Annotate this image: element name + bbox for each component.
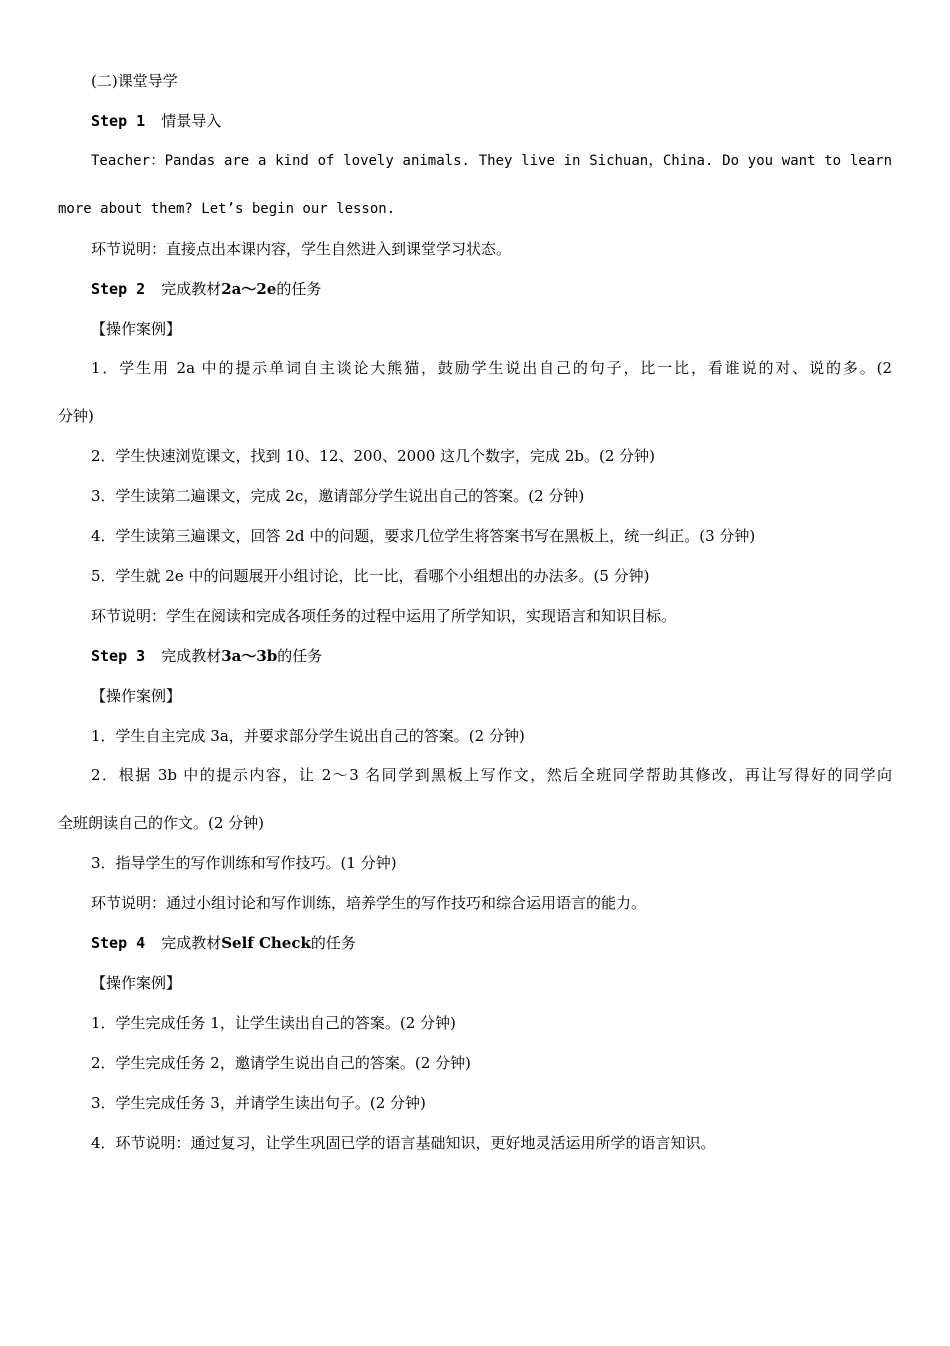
step1-title: 情景导入: [161, 112, 222, 130]
step4-item3: 3．学生完成任务 3，并请学生读出句子。(2 分钟): [91, 1094, 426, 1112]
step2-item1-line1: 1．学生用 2a 中的提示单词自主谈论大熊猫，鼓励学生说出自己的句子，比一比，看谁说的对、说的多。(2: [91, 359, 892, 377]
step2-heading: [91, 279, 321, 299]
step3-title-range: 3a～3b: [221, 647, 278, 665]
step3-title-suffix: 的任务: [277, 647, 323, 665]
step4-label: Step 4: [91, 934, 146, 952]
step2-item5: 5．学生就 2e 中的问题展开小组讨论，比一比，看哪个小组想出的办法多。(5 分钟): [91, 567, 650, 585]
section-title: (二)课堂导学: [91, 72, 178, 90]
step2-item4: 4．学生读第三遍课文，回答 2d 中的问题，要求几位学生将答案书写在黑板上，统一纠正。(3 分钟): [91, 527, 756, 545]
step1-teacher-line2: more about them? Let’s begin our lesson.: [58, 201, 396, 217]
step2-title-range: 2a～2e: [221, 280, 277, 298]
step3-title-prefix: 完成教材: [161, 647, 222, 665]
step2-label: Step 2: [91, 280, 146, 298]
step4-item4: 4．环节说明：通过复习，让学生巩固已学的语言基础知识，更好地灵活运用所学的语言知识。: [91, 1134, 716, 1152]
step3-note: 环节说明：通过小组讨论和写作训练，培养学生的写作技巧和综合运用语言的能力。: [91, 894, 647, 912]
step3-label: Step 3: [91, 647, 146, 665]
step2-note: 环节说明：学生在阅读和完成各项任务的过程中运用了所学知识，实现语言和知识目标。: [91, 607, 677, 625]
step3-item3: 3．指导学生的写作训练和写作技巧。(1 分钟): [91, 854, 397, 872]
step3-heading: [91, 646, 322, 666]
step4-heading: [91, 933, 356, 953]
step2-title-suffix: 的任务: [276, 280, 322, 298]
step2-item3: 3．学生读第二遍课文，完成 2c，邀请部分学生说出自己的答案。(2 分钟): [91, 487, 585, 505]
step1-heading: [91, 111, 221, 131]
step1-label: Step 1: [91, 112, 146, 130]
step2-item1-line2: 分钟): [58, 407, 94, 425]
step4-item2: 2．学生完成任务 2，邀请学生说出自己的答案。(2 分钟): [91, 1054, 471, 1072]
step1-teacher-line1: Teacher：Pandas are a kind of lovely animals. They live in Sichuan，China. Do you want to learn: [91, 153, 892, 169]
step2-item2: 2．学生快速浏览课文，找到 10、12、200、2000 这几个数字，完成 2b。(2 分钟): [91, 447, 655, 465]
step3-item2-line1: 2．根据 3b 中的提示内容，让 2～3 名同学到黑板上写作文，然后全班同学帮助其修改，再让写得好的同学向: [91, 766, 892, 784]
step3-item2-line2: 全班朗读自己的作文。(2 分钟): [58, 814, 265, 832]
step3-case-heading: 【操作案例】: [91, 687, 182, 705]
step3-item1: 1．学生自主完成 3a，并要求部分学生说出自己的答案。(2 分钟): [91, 727, 525, 745]
step4-title-suffix: 的任务: [310, 934, 356, 952]
step4-title-range: Self Check: [221, 934, 311, 952]
step1-note: 环节说明：直接点出本课内容，学生自然进入到课堂学习状态。: [91, 240, 512, 258]
step2-title-prefix: 完成教材: [161, 280, 222, 298]
step4-title-prefix: 完成教材: [161, 934, 222, 952]
step2-case-heading: 【操作案例】: [91, 320, 182, 338]
step4-item1: 1．学生完成任务 1，让学生读出自己的答案。(2 分钟): [91, 1014, 456, 1032]
step4-case-heading: 【操作案例】: [91, 974, 182, 992]
